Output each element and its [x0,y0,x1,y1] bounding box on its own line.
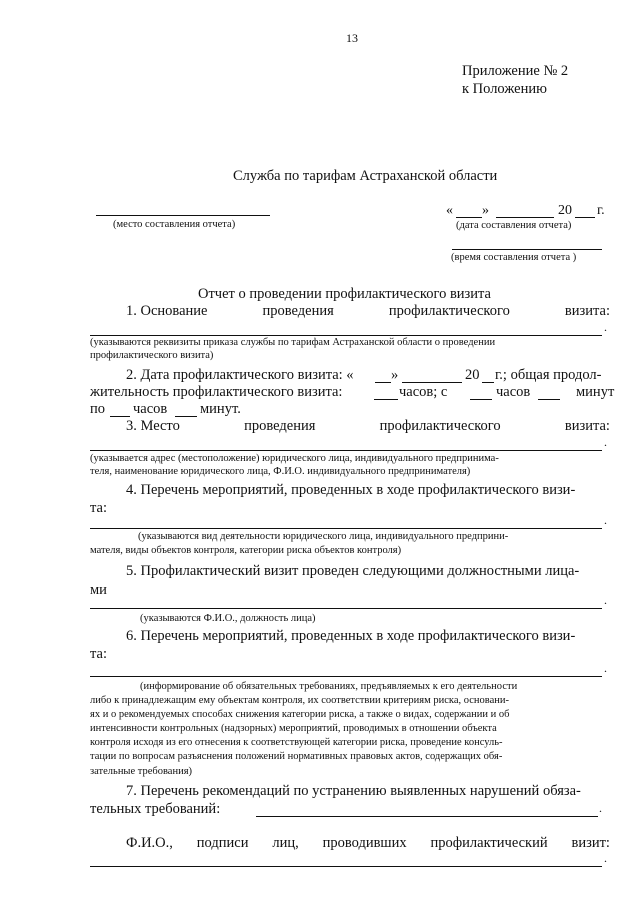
s4-hint: мателя, виды объектов контроля, категории риска объектов контроля) [90,545,402,556]
s6-hint: либо к принадлежащим ему объектам контроля, их соответствии критериям риска, основани- [90,695,510,706]
page-number: 13 [346,31,358,45]
s6-heading: 6. Перечень мероприятий, проведенных в ходе профилактического визи- [126,628,576,644]
s1-word: визита: [564,303,610,319]
s2-from-hours-field[interactable] [470,399,492,400]
signatures-field[interactable] [90,866,602,867]
s2-date-label: 2. Дата профилактического визита: « [126,367,354,383]
signatures-heading [126,835,610,852]
place-caption: (место составления отчета) [113,219,236,230]
s5-officials-field[interactable] [90,608,602,609]
s1-hint: профилактического визита) [90,350,214,361]
s2-to-minutes-label: минут. [200,401,241,417]
s6-heading-cont: та: [90,646,107,662]
s3-heading [126,418,610,435]
s6-hint: зательные требования) [90,766,193,777]
signatures-word: проводивших [322,835,407,851]
appendix-sublabel: к Положению [462,81,547,97]
s1-basis-field[interactable] [90,335,602,336]
s1-word: 1. Основание [126,303,208,319]
s2-day-field[interactable] [375,382,391,383]
s3-end-dot: . [604,435,607,449]
s2-from-minutes-field[interactable] [538,399,560,400]
signatures-word: профилактический [430,835,548,851]
s7-heading-cont: тельных требований: [90,801,221,817]
signatures-word: визит: [571,835,610,851]
s6-end-dot: . [604,661,607,675]
s4-activities-field[interactable] [90,528,602,529]
s2-to-hours-label: часов [133,401,168,417]
s2-hours-from: часов; с [399,384,448,400]
s7-end-dot: . [599,801,602,815]
date-day-field[interactable] [456,217,482,218]
s2-hours-label: часов [496,384,531,400]
report-title: Отчет о проведении профилактического визита [198,286,491,302]
s3-hint: (указывается адрес (местоположение) юридического лица, индивидуального предпринима- [90,453,499,464]
s5-end-dot: . [604,593,607,607]
s3-word: профилактического [379,418,501,434]
s2-date-close: » [391,367,399,383]
date-year-prefix: 20 [558,203,572,218]
s6-hint: интенсивности контрольных (надзорных) мероприятий, проводимых в отношении объекта [90,723,497,734]
s1-word: профилактического [388,303,510,319]
s2-duration-text: жительность профилактического визита: [90,384,343,400]
s3-location-field[interactable] [90,450,602,451]
date-caption: (дата составления отчета) [456,220,572,231]
date-year-suffix: г. [597,203,605,218]
date-close-quote: » [482,203,489,218]
s2-minutes-label: минут [576,384,615,400]
s7-heading: 7. Перечень рекомендаций по устранению выявленных нарушений обяза- [126,783,581,799]
signatures-end-dot: . [604,851,607,865]
date-month-field[interactable] [496,217,554,218]
s5-heading-cont: ми [90,582,107,598]
s1-word: проведения [262,303,334,319]
s6-hint: ях и о рекомендуемых способах снижения категории риска, а также о видах, содержании и об [90,709,510,720]
s6-activities-field[interactable] [90,676,602,677]
time-field[interactable] [452,249,602,250]
s6-hint: тации по вопросам разъяснения положений нормативных правовых актов, содержащих обя- [90,751,503,762]
s4-heading-cont: та: [90,500,107,516]
s2-year-prefix: 20 [465,367,480,383]
s5-hint: (указываются Ф.И.О., должность лица) [140,613,316,624]
s2-hours-field[interactable] [374,399,398,400]
s2-to-hours-field[interactable] [110,416,130,417]
s4-end-dot: . [604,513,607,527]
time-caption: (время составления отчета ) [451,252,577,263]
s5-heading: 5. Профилактический визит проведен следующими должностными лица- [126,563,580,579]
s3-word: 3. Место [126,418,180,434]
place-field[interactable] [96,215,270,216]
s6-hint: контроля исходя из его отнесения к соответствующей категории риска, проведение консуль- [90,737,503,748]
s3-word: проведения [244,418,316,434]
appendix-label: Приложение № 2 [462,63,569,79]
signatures-word: лиц, [272,835,299,851]
s2-year-field[interactable] [482,382,494,383]
s1-end-dot: . [604,320,607,334]
s2-to-label: по [90,401,106,417]
s6-hint: (информирование об обязательных требованиях, предъявляемых к его деятельности [140,681,518,692]
s1-heading [126,303,610,320]
s1-hint: (указываются реквизиты приказа службы по тарифам Астраханской области о проведении [90,337,496,348]
s2-month-field[interactable] [402,382,462,383]
signatures-word: Ф.И.О., [126,835,173,851]
s3-hint: теля, наименование юридического лица, Ф.И.О. индивидуального предпринимателя) [90,466,471,477]
s3-word: визита: [564,418,610,434]
org-title: Служба по тарифам Астраханской области [233,168,498,184]
s2-duration-label: г.; общая продол- [495,367,602,383]
signatures-word: подписи [196,835,249,851]
s2-to-minutes-field[interactable] [175,416,197,417]
s4-hint: (указываются вид деятельности юридического лица, индивидуального предприни- [138,531,509,542]
s7-recommendations-field[interactable] [256,816,598,817]
date-year-field[interactable] [575,217,595,218]
s4-heading: 4. Перечень мероприятий, проведенных в ходе профилактического визи- [126,482,576,498]
date-open-quote: « [446,203,453,218]
